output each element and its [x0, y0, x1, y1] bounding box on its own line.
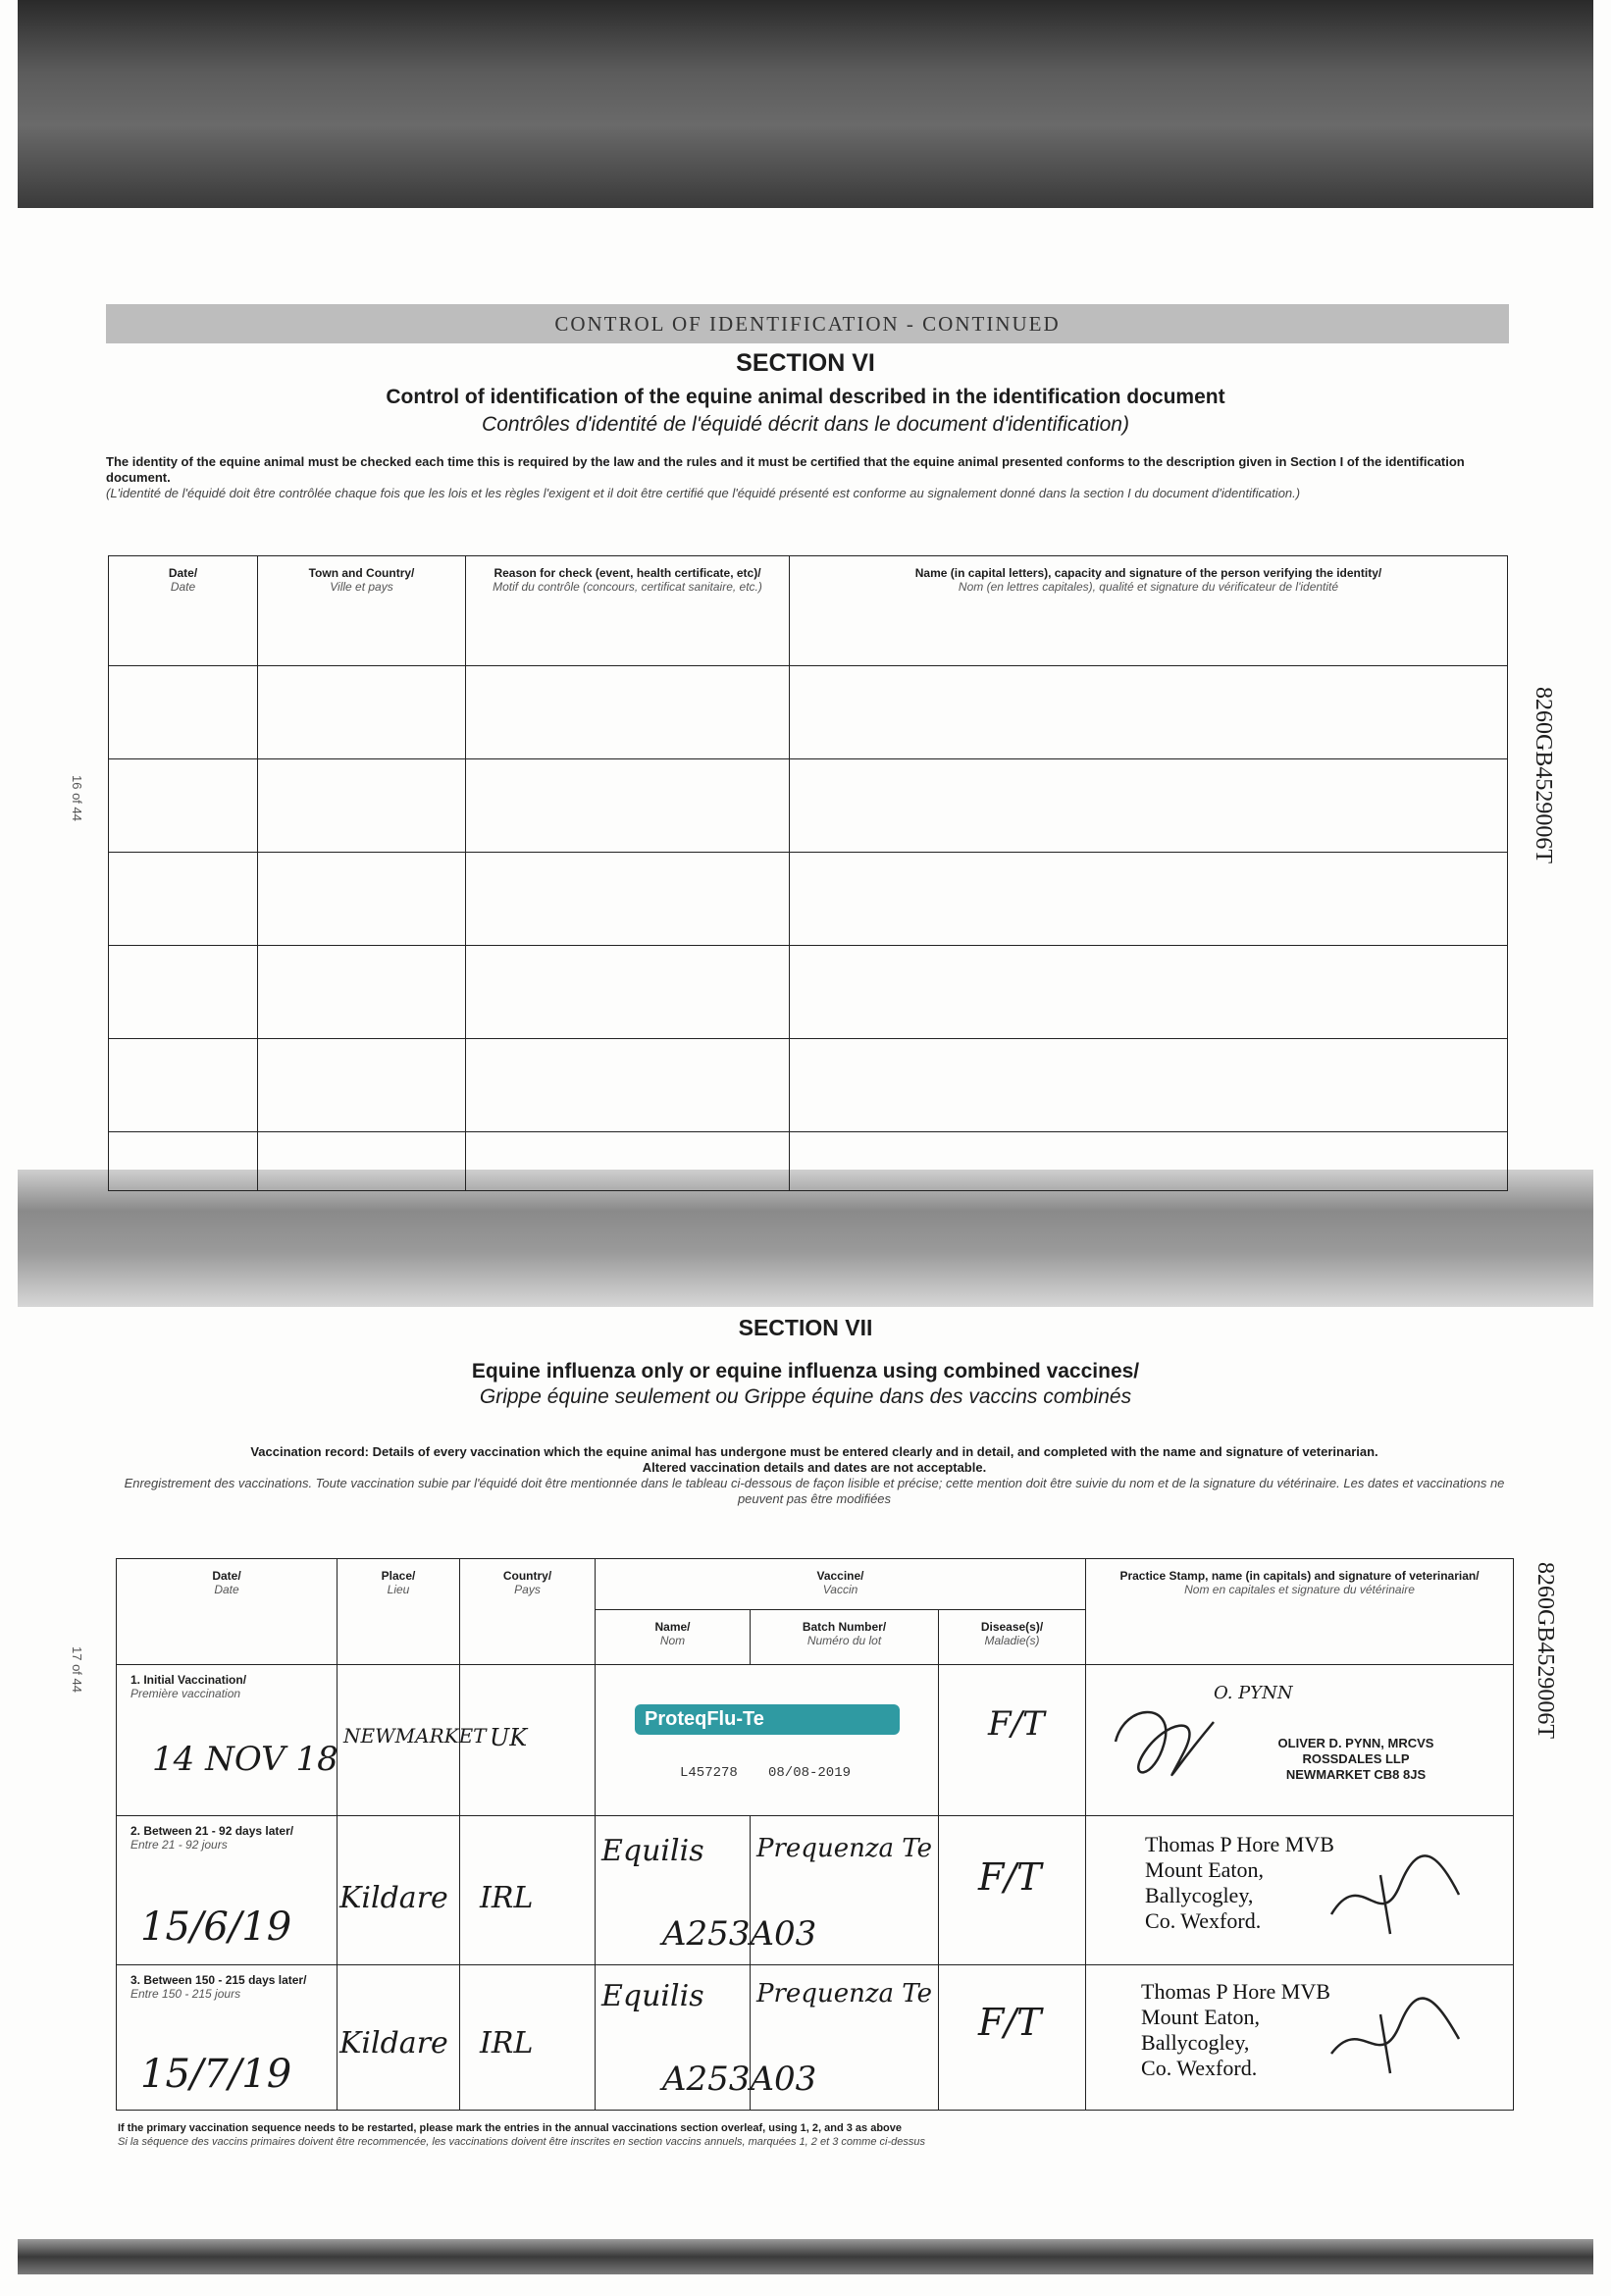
vet-signature [1322, 1836, 1469, 1944]
vaccine-product: Prequenza Te [756, 1979, 933, 2009]
vaccine-name: Equilis [601, 1979, 704, 2013]
section-vii-title: SECTION VII [738, 1315, 873, 1340]
table-row [109, 1132, 1508, 1191]
vaccination-place: NEWMARKET [343, 1724, 487, 1748]
col-header-batch: Batch Number/ Numéro du lot [751, 1610, 939, 1665]
section-vi-heading-fr: Contrôles d'identité de l'équidé décrit dans le document d'identification) [482, 413, 1129, 436]
vaccination-footnote [118, 2121, 1511, 2149]
vet-stamp: Thomas P Hore MVB Mount Eaton, Ballycogley, Co. Wexford. [1141, 1979, 1330, 2080]
footnote-fr: Si la séquence des vaccins primaires doivent être recommencée, les vaccinations doivent être inscrites en section vaccins annuels, marquées 1, 2 et 3 comme ci-dessus [118, 2136, 925, 2148]
section-vii-note [118, 1444, 1511, 1507]
vaccination-date: 15/7/19 [140, 2052, 292, 2097]
vaccination-date: 15/6/19 [140, 1905, 292, 1950]
col-header-town: Town and Country/ Ville et pays [258, 556, 466, 666]
vaccine-product: Prequenza Te [756, 1834, 933, 1863]
vaccination-disease: F/T [978, 2001, 1042, 2044]
vet-stamp: OLIVER D. PYNN, MRCVS ROSSDALES LLP NEWMARKET CB8 8JS [1277, 1736, 1434, 1782]
col-header-verifier: Name (in capital letters), capacity and signature of the person verifying the identity/ Nom (en lettres capitales), qualité et signature du vérificateur de l'identité [790, 556, 1508, 666]
col-header-vaccine: Vaccine/ Vaccin [596, 1559, 1086, 1610]
vaccination-place: Kildare [339, 1881, 448, 1915]
table-row [109, 1039, 1508, 1132]
vaccine-name: Equilis [601, 1834, 704, 1868]
vaccine-batch: A253A03 [662, 2060, 817, 2099]
vaccination-row-3 [117, 1965, 1514, 2111]
col-header-disease: Disease(s)/ Maladie(s) [939, 1610, 1086, 1665]
section-vii-note-fr: Enregistrement des vaccinations. Toute vaccination subie par l'équidé doit être mentionnée dans le tableau ci-dessous de façon lisible et précise; cette mention doit être suivie du nom et de la signature du vétérinaire. Les dates et vaccinations ne peuvent pas être modifiées [124, 1476, 1505, 1506]
table-row [109, 853, 1508, 946]
continued-header: CONTROL OF IDENTIFICATION - CONTINUED [106, 304, 1509, 343]
row-label: 3. Between 150 - 215 days later/ Entre 150 - 215 jours [130, 1973, 307, 2001]
section-vii-note-en-2: Altered vaccination details and dates are not acceptable. [642, 1460, 987, 1475]
vet-stamp: Thomas P Hore MVB Mount Eaton, Ballycogley, Co. Wexford. [1145, 1832, 1334, 1933]
vet-signature [1322, 1985, 1469, 2083]
section-vii-note-en: Vaccination record: Details of every vaccination which the equine animal has undergone must be entered clearly and in detail, and completed with the name and signature of veterinarian. [250, 1444, 1378, 1459]
scan-shadow-bottom [18, 2239, 1593, 2274]
footnote-en: If the primary vaccination sequence needs to be restarted, please mark the entries in the annual vaccinations section overleaf, using 1, 2, and 3 as above [118, 2122, 903, 2134]
vaccine-expiry: 08/08-2019 [768, 1765, 852, 1781]
document-id-bottom: 8260GB4529006T [1533, 1562, 1558, 1739]
vet-signature [1106, 1683, 1223, 1791]
vaccination-disease: F/T [978, 1855, 1042, 1899]
vaccination-table [116, 1558, 1514, 2111]
section-vi-heading: Control of identification of the equine animal described in the identification document [386, 386, 1225, 408]
vaccination-disease: F/T [988, 1704, 1045, 1744]
vaccination-row-2 [117, 1816, 1514, 1965]
vaccination-date: 14 NOV 18 [152, 1740, 338, 1779]
col-header-date: Date/ Date [109, 556, 258, 666]
row-label: 2. Between 21 - 92 days later/ Entre 21 - 92 jours [130, 1824, 294, 1852]
scan-shadow-top [18, 0, 1593, 208]
identity-check-table [108, 555, 1508, 1191]
table-row [109, 759, 1508, 853]
vaccine-name: ProteqFlu-Te [645, 1708, 764, 1730]
vaccination-row-1 [117, 1665, 1514, 1816]
section-vi-note [106, 454, 1489, 501]
row-label: 1. Initial Vaccination/ Première vaccination [130, 1673, 247, 1700]
col-header-reason: Reason for check (event, health certificate, etc)/ Motif du contrôle (concours, certificat sanitaire, etc.) [466, 556, 790, 666]
vaccination-country: IRL [480, 2026, 534, 2061]
vaccination-country: UK [490, 1724, 528, 1751]
col-header-country: Country/ Pays [460, 1559, 596, 1665]
vaccination-country: IRL [480, 1881, 534, 1915]
section-vii-heading: Equine influenza only or equine influenza using combined vaccines/ [471, 1360, 1140, 1383]
section-vi-note-en: The identity of the equine animal must be checked each time this is required by the law and the rules and it must be certified that the equine animal presented conforms to the description given in Section I of the identification document. [106, 454, 1465, 485]
document-id-top: 8260GB4529006T [1531, 687, 1556, 863]
section-vii-heading-fr: Grippe équine seulement ou Grippe équine dans des vaccins combinés [479, 1385, 1132, 1408]
page-number-17: 17 of 44 [70, 1646, 84, 1693]
vaccine-batch: L457278 [680, 1765, 738, 1781]
section-vi-note-fr: (L'identité de l'équidé doit être contrôlée chaque fois que les lois et les règles l'exigent et il doit être certifié que l'équidé présenté est conforme au signalement donné dans la section I du document d'identification.) [106, 486, 1301, 500]
vaccination-place: Kildare [339, 2026, 448, 2061]
section-vi-title: SECTION VI [736, 349, 875, 377]
page-number-16: 16 of 44 [70, 775, 84, 821]
col-header-stamp: Practice Stamp, name (in capitals) and signature of veterinarian/ Nom en capitales et signature du vétérinaire [1086, 1559, 1514, 1665]
table-row [109, 946, 1508, 1039]
table-row [109, 666, 1508, 759]
vet-initials: O. PYNN [1214, 1683, 1293, 1703]
vaccine-label-sticker [635, 1704, 900, 1735]
vaccine-batch: A253A03 [662, 1914, 817, 1954]
col-header-date: Date/ Date [117, 1559, 338, 1665]
col-header-vaccine-name: Name/ Nom [596, 1610, 751, 1665]
col-header-place: Place/ Lieu [338, 1559, 460, 1665]
